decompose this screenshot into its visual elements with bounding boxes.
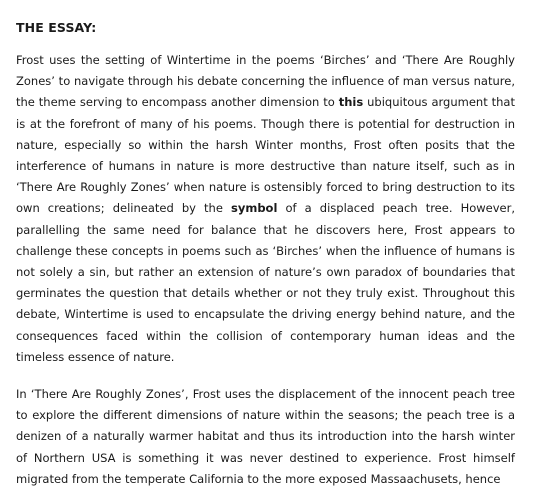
paragraph-1-bold-symbol: symbol: [231, 201, 278, 216]
paragraph-1-text-b: ubiquitous argument that is at the forefront of many of his poems. Though there is potential for destruction in nature, especially so within the harsh Winter months, Frost often posits that the interference of humans in nature is more destructive than nature itself, such as in ‘There Are Roughly Zones’ when nature is ostensibly forced to bring destruction to its own creations; delineated by the: [16, 95, 515, 216]
paragraph-1-text-c: of a displaced peach tree. However, parallelling the same need for balance that he discovers here, Frost appears to challenge these concepts in poems such as ‘Birches’ when the influence of humans is not solely a sin, but rather an extension of nature’s own paradox of boundaries that germinates the question that details whether or not they truly exist. Throughout this debate, Wintertime is used to encapsulate the driving energy behind nature, and the consequences faced within the collision of contemporary human ideas and the timeless essence of nature.: [16, 201, 515, 364]
essay-paragraph-1: [16, 50, 515, 368]
paragraph-2-text: In ‘There Are Roughly Zones’, Frost uses the displacement of the innocent peach tree to explore the different dimensions of nature within the seasons; the peach tree is a denizen of a naturally warmer habitat and thus its introduction into the harsh winter of Northern USA is something it was never destined to experience. Frost himself migrated from the temperate California to the more exposed Massaachusets, hence: [16, 387, 515, 486]
paragraph-1-bold-this: this: [338, 95, 364, 110]
essay-paragraph-2: [16, 384, 515, 490]
paragraph-1-text-a: Frost uses the setting of Wintertime in the poems ‘Birches’ and ‘There Are Roughly Zones’ to navigate through his debate concerning the influence of man versus nature, the theme serving to encompass another dimension to: [16, 53, 515, 110]
essay-document: [16, 0, 515, 490]
essay-heading: THE ESSAY:: [16, 20, 97, 35]
